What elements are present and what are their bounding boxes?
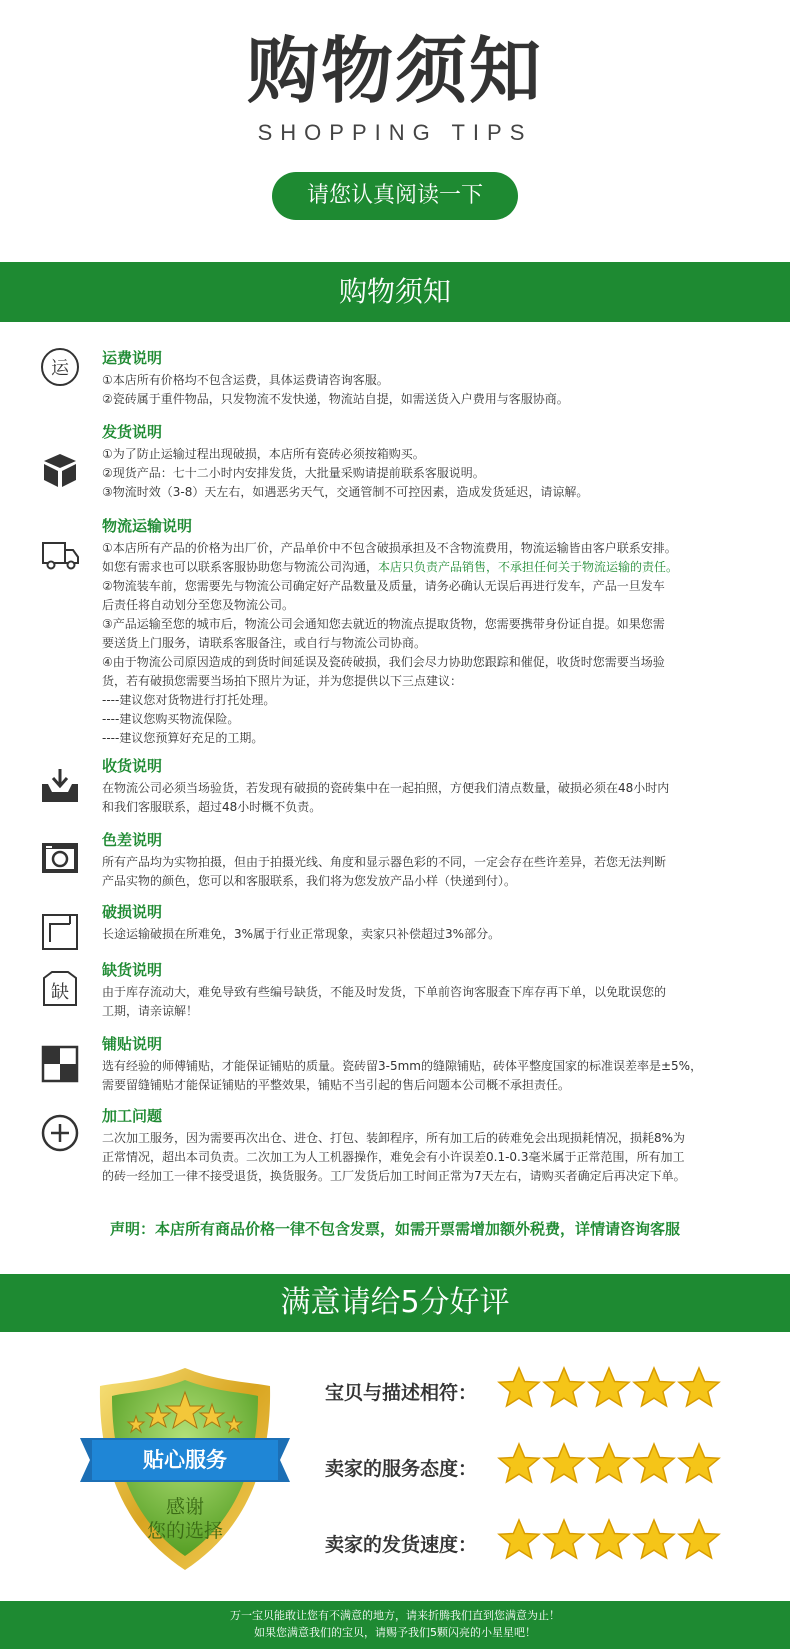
section-title: 物流运输说明 <box>102 517 193 535</box>
footer-line: 万一宝贝能敢让您有不满意的地方，请来折腾我们直到您满意为止！ <box>230 1609 560 1622</box>
svg-text:运: 运 <box>51 358 69 379</box>
star-icon[interactable] <box>497 1442 541 1486</box>
service-badge <box>80 1364 290 1574</box>
section-text: ----建议您对货物进行打托处理。 <box>102 693 276 707</box>
section-text: 后责任将自动划分至您及物流公司。 <box>102 598 295 612</box>
star-icon[interactable] <box>677 1518 721 1562</box>
star-icon[interactable] <box>542 1442 586 1486</box>
truck-icon <box>40 534 80 574</box>
star-icon[interactable] <box>497 1518 541 1562</box>
logistics-disclaimer: 本店只负责产品销售，不承担任何关于物流运输的责任。 <box>378 560 679 574</box>
star-icon[interactable] <box>587 1366 631 1410</box>
star-icon[interactable] <box>542 1518 586 1562</box>
star-icon[interactable] <box>587 1442 631 1486</box>
section-title: 缺货说明 <box>102 961 163 979</box>
badge-ribbon-text: 贴心服务 <box>143 1448 227 1472</box>
section-text: ①本店所有价格均不包含运费，具体运费请咨询客服。 <box>102 373 389 387</box>
star-icon[interactable] <box>677 1442 721 1486</box>
section-title: 运费说明 <box>102 349 163 367</box>
section-text: 的砖一经加工一律不接受退货，换货服务。工厂发货后加工时间正常为7天左右，请购买者确定后再决定下单。 <box>102 1169 686 1183</box>
section-text: ①本店所有产品的价格为出厂价，产品单价中不包含破损承担及不含物流费用，物流运输皆由客户联系安排。 <box>102 541 677 555</box>
section-text: ①为了防止运输过程出现破损，本店所有瓷砖必须按箱购买。 <box>102 447 425 461</box>
section-title: 加工问题 <box>102 1107 163 1125</box>
section-text: ----建议您购买物流保险。 <box>102 712 240 726</box>
footer-banner <box>0 1601 790 1649</box>
star-icon[interactable] <box>632 1366 676 1410</box>
section-text: 和我们客服联系，超过48小时概不负责。 <box>102 800 322 814</box>
section-text: ②瓷砖属于重件物品，只发物流不发快递，物流站自提，如需送货入户费用与客服协商。 <box>102 392 569 406</box>
plus-circle-icon <box>40 1113 80 1153</box>
section-text: 货，若有破损您需要当场拍下照片为证，并为您提供以下三点建议： <box>102 674 463 688</box>
section-title: 发货说明 <box>102 423 163 441</box>
section-banner: 购物须知 <box>0 262 790 322</box>
section-text: 选有经验的师傅铺贴，才能保证铺贴的质量。瓷砖留3-5mm的缝隙铺贴，砖体平整度国家的标准误差率是±5%， <box>102 1059 703 1073</box>
section-text <box>102 558 732 577</box>
package-icon <box>40 450 80 490</box>
badge-thanks-text: 感谢 <box>165 1496 204 1518</box>
broken-tile-icon <box>40 912 80 952</box>
section-text: 正常情况，超出本司负责。二次加工为人工机器操作，难免会有小许误差0.1-0.3毫米属于正常范围，所有加工 <box>102 1150 685 1164</box>
star-icon[interactable] <box>632 1442 676 1486</box>
section-text: 要送货上门服务，请联系客服备注，或自行与物流公司协商。 <box>102 636 427 650</box>
tiling-icon <box>40 1044 80 1084</box>
section-text: ----建议您预算好充足的工期。 <box>102 731 264 745</box>
section-text: ④由于物流公司原因造成的到货时间延误及瓷砖破损，我们会尽力协助您跟踪和催促，收货时您需要当场验 <box>102 655 665 669</box>
section-text: 在物流公司必须当场验货，若发现有破损的瓷砖集中在一起拍照，方便我们清点数量，破损必须在48小时内 <box>102 781 670 795</box>
section-title: 收货说明 <box>102 757 163 775</box>
section-title: 破损说明 <box>102 903 163 921</box>
rating-label: 卖家的服务态度： <box>325 1458 478 1480</box>
section-text: ③物流时效（3-8）天左右，如遇恶劣天气，交通管制不可控因素，造成发货延迟，请谅解。 <box>102 485 589 499</box>
star-icon[interactable] <box>587 1518 631 1562</box>
freight-icon <box>40 347 80 387</box>
section-text: ②物流装车前，您需要先与物流公司确定好产品数量及质量，请务必确认无误后再进行发车，产品一旦发车 <box>102 579 665 593</box>
section-text: 工期，请亲谅解！ <box>102 1004 199 1018</box>
rating-row-description <box>325 1366 745 1416</box>
section-text-part: 如您有需求也可以联系客服协助您与物流公司沟通， <box>102 560 379 574</box>
section-text: 需要留缝铺贴才能保证铺贴的平整效果，铺贴不当引起的售后问题本公司概不承担责任。 <box>102 1078 571 1092</box>
section-text: 长途运输破损在所难免，3%属于行业正常现象，卖家只补偿超过3%部分。 <box>102 927 501 941</box>
rating-label: 卖家的发货速度： <box>325 1534 478 1556</box>
inbox-icon <box>40 766 80 806</box>
out-of-stock-icon <box>40 968 80 1008</box>
rating-banner: 满意请给5分好评 <box>0 1274 790 1332</box>
read-carefully-button[interactable]: 请您认真阅读一下 <box>272 172 518 220</box>
rating-row-service <box>325 1442 745 1492</box>
camera-icon <box>40 837 80 877</box>
section-text: ②现货产品：七十二小时内安排发货，大批量采购请提前联系客服说明。 <box>102 466 485 480</box>
section-text: 所有产品均为实物拍摄，但由于拍摄光线、角度和显示器色彩的不同，一定会存在些许差异，若您无法判断 <box>102 855 667 869</box>
star-icon[interactable] <box>497 1366 541 1410</box>
rating-row-shipping <box>325 1518 745 1568</box>
star-icon[interactable] <box>542 1366 586 1410</box>
section-text: 二次加工服务，因为需要再次出仓、进仓、打包、装卸程序，所有加工后的砖难免会出现损耗情况，损耗8%为 <box>102 1131 686 1145</box>
star-icon[interactable] <box>677 1366 721 1410</box>
rating-label: 宝贝与描述相符： <box>325 1382 478 1404</box>
section-title: 色差说明 <box>102 831 163 849</box>
star-icon[interactable] <box>632 1518 676 1562</box>
out-of-stock-icon-text: 缺 <box>51 982 69 1003</box>
section-title: 铺贴说明 <box>102 1035 163 1053</box>
section-text: 产品实物的颜色，您可以和客服联系，我们将为您发放产品小样（快递到付）。 <box>102 874 517 888</box>
invoice-notice: 声明：本店所有商品价格一律不包含发票，如需开票需增加额外税费，详情请咨询客服 <box>109 1220 680 1238</box>
page-title: 购物须知 <box>246 29 543 113</box>
page-subtitle: SHOPPING TIPS <box>257 120 533 145</box>
section-text: ③产品运输至您的城市后，物流公司会通知您去就近的物流点提取货物，您需要携带身份证自提。如果您需 <box>102 617 665 631</box>
section-text: 由于库存流动大，难免导致有些编号缺货，不能及时发货，下单前咨询客服查下库存再下单，以免耽误您的 <box>102 985 667 999</box>
footer-line: 如果您满意我们的宝贝，请赐予我们5颗闪亮的小星星吧！ <box>254 1626 536 1639</box>
badge-choice-text: 您的选择 <box>146 1520 223 1542</box>
